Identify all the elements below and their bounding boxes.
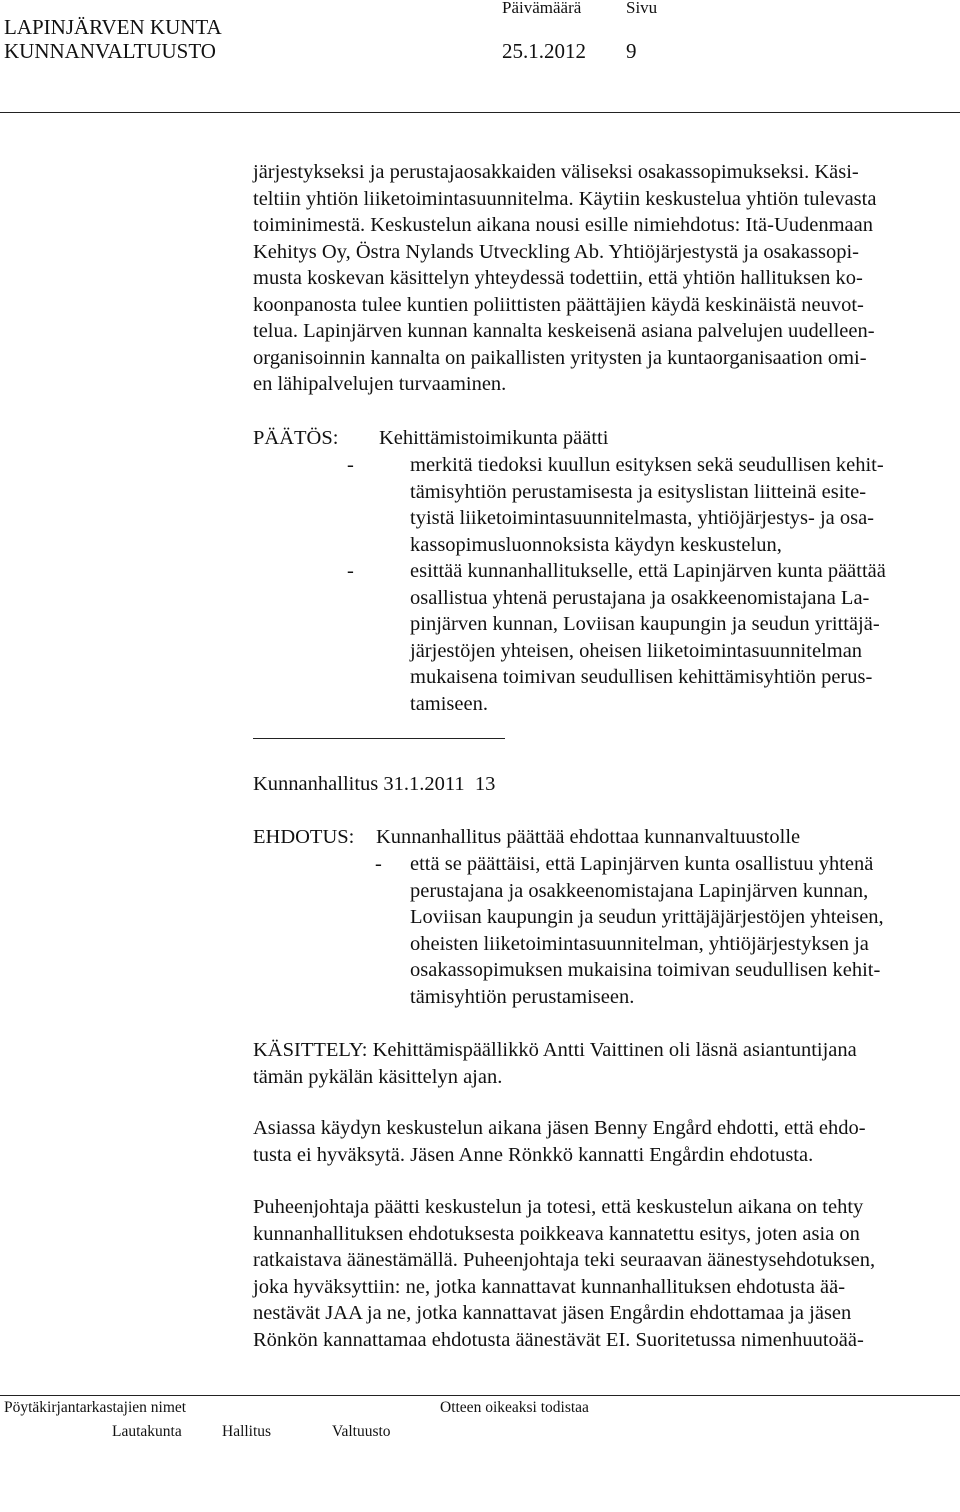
text-line: koonpanosta tulee kuntien poliittisten päättäjien käydä keskinäistä neuvot-: [253, 293, 864, 316]
footer-col-lautakunta: Lautakunta: [112, 1423, 182, 1440]
text-line: oheisten liiketoimintasuunnitelman, yhtiöjärjestyksen ja: [410, 932, 869, 955]
footer-col-valtuusto: Valtuusto: [332, 1423, 391, 1440]
org-name: LAPINJÄRVEN KUNTA: [4, 15, 222, 39]
ehdotus-item: [410, 851, 884, 1010]
text-line: osakassopimuksen mukaisina toimivan seudullisen kehit-: [410, 959, 881, 981]
section-divider: [253, 738, 505, 739]
paatos-label: PÄÄTÖS:: [253, 427, 339, 449]
paatos-dash-1: -: [347, 454, 354, 476]
text-line: pinjärven kunnan, Loviisan kaupungin ja seudun yrittäjä-: [410, 613, 880, 635]
text-line: mukaisena toimivan seudullisen kehittämisyhtiön perus-: [410, 666, 873, 688]
text-line: teltiin yhtiön liiketoimintasuunnitelma. Käytiin keskustelua yhtiön tulevasta: [253, 187, 877, 210]
text-line: organisoinnin kannalta on paikallisten yritysten ja kuntaorganisaation omi-: [253, 346, 867, 369]
text-line: tämän pykälän käsittelyn ajan.: [253, 1065, 503, 1088]
paatos-heading: Kehittämistoimikunta päätti: [379, 427, 609, 449]
text-line: musta koskevan käsittelyn yhteydessä todettiin, että yhtiön hallituksen ko-: [253, 267, 863, 289]
kunnanhallitus-heading: Kunnanhallitus 31.1.2011 13: [253, 773, 496, 795]
date-label: Päivämäärä: [502, 0, 582, 17]
text-line: esittää kunnanhallitukselle, että Lapinjärven kunta päättää: [410, 560, 886, 582]
text-line: tyistä liiketoimintasuunnitelmasta, yhtiöjärjestys- ja osa-: [410, 507, 875, 529]
text-line: että se päättäisi, että Lapinjärven kunta osallistuu yhtenä: [410, 853, 874, 875]
document-date: 25.1.2012: [502, 39, 586, 63]
header-rule: [0, 112, 960, 113]
page-label: Sivu: [626, 0, 658, 17]
text-line: osallistua yhtenä perustajana ja osakkeenomistajana La-: [410, 586, 870, 609]
paatos-item-1: [410, 452, 884, 558]
text-line: perustajana ja osakkeenomistajana Lapinjärven kunnan,: [410, 879, 869, 902]
text-line: telua. Lapinjärven kunnan kannalta keskeisenä asiana palvelujen uudelleen-: [253, 320, 875, 342]
text-line: Rönkön kannattamaa ehdotusta äänestävät EI. Suoritetussa nimenhuutoää-: [253, 1328, 864, 1351]
intro-paragraph: [253, 159, 876, 398]
footer-signers-label: Pöytäkirjantarkastajien nimet: [4, 1399, 187, 1416]
text-line: tämisyhtiön perustamisesta ja esityslistan liitteinä esite-: [410, 480, 867, 503]
page-number: 9: [626, 39, 637, 63]
ehdotus-dash: -: [375, 853, 382, 875]
text-line: järjestykseksi ja perustajaosakkaiden väliseksi osakassopimukseksi. Käsi-: [253, 161, 859, 183]
text-line: ratkaistava äänestämällä. Puheenjohtaja teki seuraavan äänestysehdotuksen,: [253, 1249, 876, 1271]
text-line: tamiseen.: [410, 692, 488, 715]
ehdotus-label: EHDOTUS:: [253, 826, 355, 848]
paatos-dash-2: -: [347, 560, 354, 582]
kasittely-paragraph: [253, 1037, 857, 1090]
footer-rule: [0, 1395, 960, 1396]
text-line: kunnanhallituksen ehdotuksesta poikkeava kannatettu esitys, joten asia on: [253, 1222, 860, 1245]
text-line: Puheenjohtaja päätti keskustelun ja totesi, että keskustelun aikana on tehty: [253, 1196, 864, 1218]
footer-certified-label: Otteen oikeaksi todistaa: [440, 1399, 589, 1416]
asiassa-paragraph: [253, 1115, 866, 1168]
text-line: en lähipalvelujen turvaaminen.: [253, 373, 507, 395]
puheenjohtaja-paragraph: [253, 1194, 875, 1353]
footer-col-hallitus: Hallitus: [222, 1423, 272, 1440]
ehdotus-heading: Kunnanhallitus päättää ehdottaa kunnanvaltuustolle: [376, 826, 801, 848]
text-line: Asiassa käydyn keskustelun aikana jäsen Benny Engård ehdotti, että ehdo-: [253, 1117, 866, 1139]
text-line: tämisyhtiön perustamiseen.: [410, 985, 635, 1008]
text-line: joka hyväksyttiin: ne, jotka kannattavat kunnanhallituksen ehdotusta ää-: [253, 1275, 846, 1298]
paatos-item-2: [410, 558, 886, 717]
text-line: merkitä tiedoksi kuullun esityksen sekä seudullisen kehit-: [410, 454, 884, 476]
text-line: nestävät JAA ja ne, jotka kannattavat jäsen Engårdin ehdottamaa ja jäsen: [253, 1302, 852, 1324]
text-line: KÄSITTELY: Kehittämispäällikkö Antti Vaittinen oli läsnä asiantuntijana: [253, 1039, 857, 1061]
body-name: KUNNANVALTUUSTO: [4, 39, 216, 63]
text-line: järjestöjen yhteisen, oheisen liiketoimintasuunnitelman: [410, 639, 863, 662]
text-line: toiminimestä. Keskustelun aikana nousi esille nimiehdotus: Itä-Uudenmaan: [253, 214, 873, 236]
text-line: tusta ei hyväksytä. Jäsen Anne Rönkkö kannatti Engårdin ehdotusta.: [253, 1143, 814, 1166]
text-line: Kehitys Oy, Östra Nylands Utveckling Ab. Yhtiöjärjestystä ja osakassopi-: [253, 240, 859, 263]
text-line: kassopimusluonnoksista käydyn keskustelun,: [410, 533, 782, 556]
text-line: Loviisan kaupungin ja seudun yrittäjäjärjestöjen yhteisen,: [410, 906, 884, 928]
